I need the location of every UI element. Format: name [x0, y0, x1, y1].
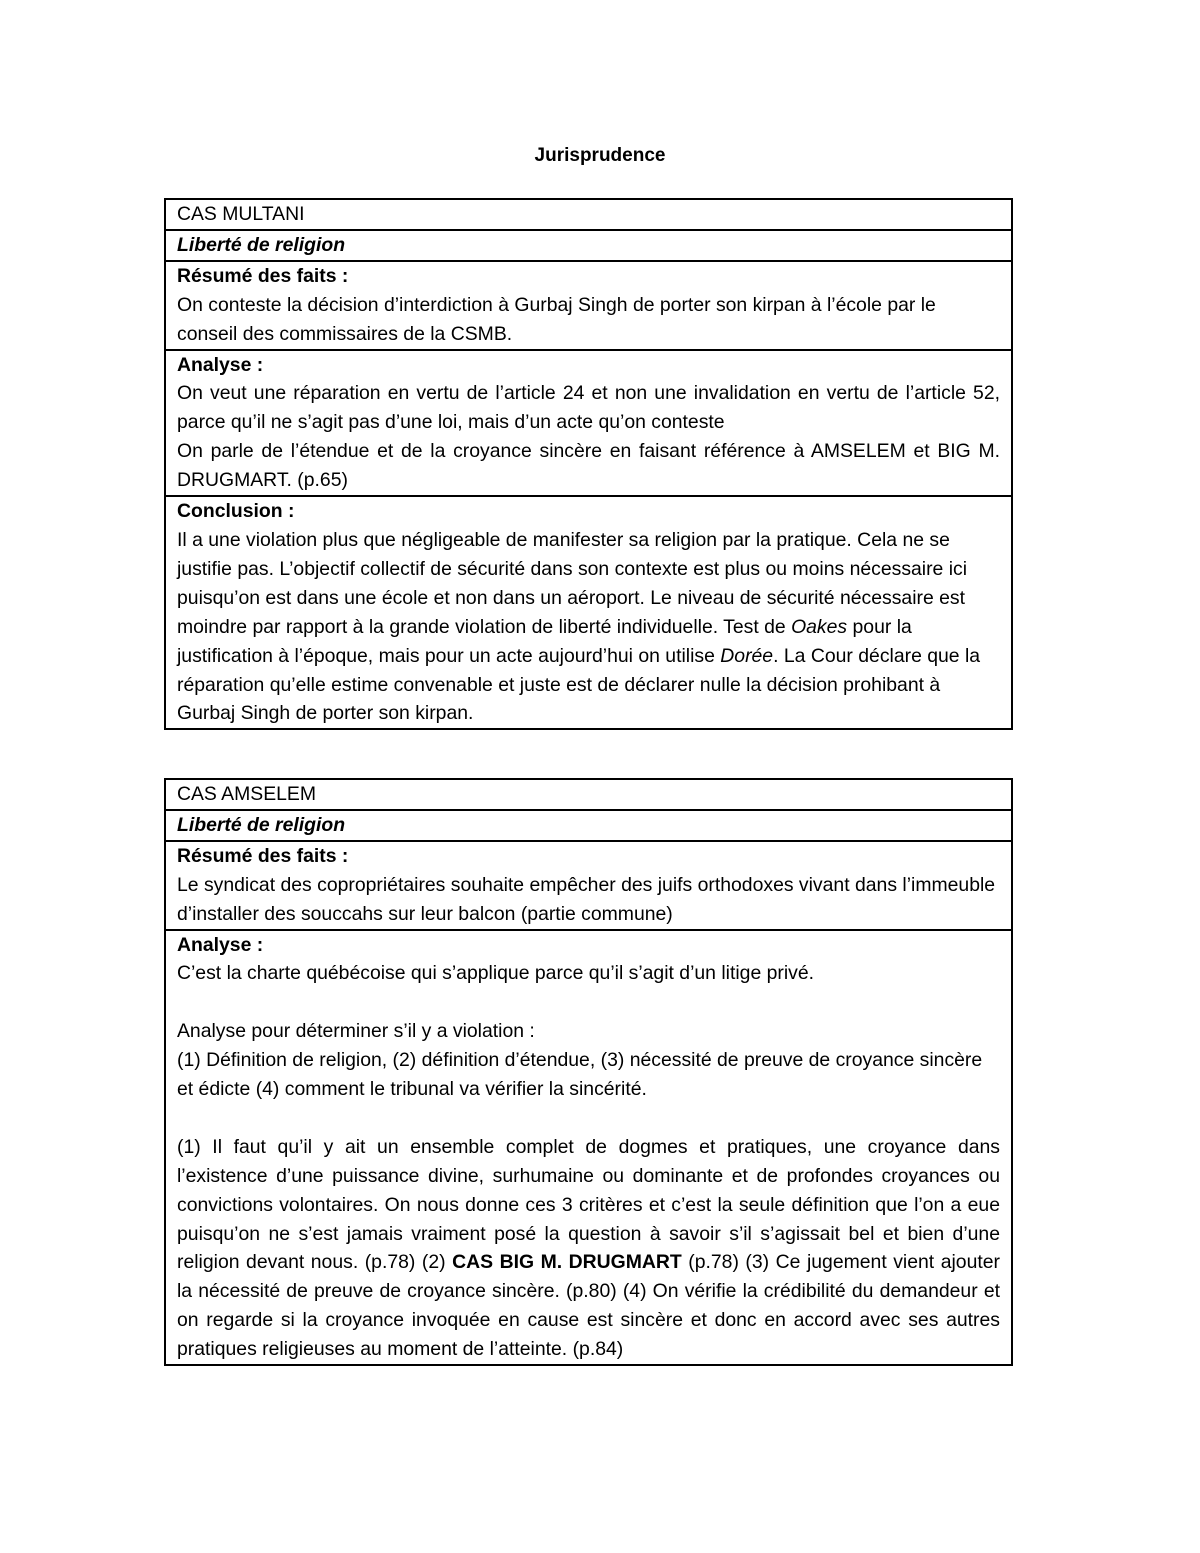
case-name: CAS AMSELEM	[177, 783, 317, 805]
analysis-intro: Analyse pour déterminer s’il y a violation :	[177, 1020, 535, 1043]
case-topic: Liberté de religion	[177, 233, 346, 256]
analysis-paragraph	[177, 1133, 1000, 1364]
conclusion-text-part: pour la justification à l’époque, mais pour un acte aujourd’hui on utilise	[177, 615, 912, 667]
analysis-section	[166, 929, 1011, 1365]
case-table-multani	[164, 198, 1013, 730]
case-reference-oakes: Oakes	[791, 615, 848, 638]
analysis-heading: Analyse :	[177, 933, 264, 956]
conclusion-text-part: Il a une violation plus que négligeable de manifester sa religion par la pratique. Cela ne se justifie pas. L’objectif collectif de sécurité dans son contexte est plus ou moins nécessaire ici puisqu’on est dans une école et non dans un aéroport. Le niveau de sécurité nécessaire est moindre par rapport à la grande violation de liberté individuelle. Test de	[177, 528, 968, 638]
conclusion-text-part: . La Cour déclare que la réparation qu’elle estime convenable et juste est de déclarer nulle la décision prohibant à Gurbaj Singh de porter son kirpan.	[177, 644, 981, 725]
analysis-paragraph: On veut une réparation en vertu de l’article 24 et non une invalidation en vertu de l’article 52, parce qu’il ne s’agit pas d’une loi, mais d’un acte qu’on conteste	[177, 382, 1000, 434]
case-table-amselem	[164, 778, 1013, 1366]
case-topic-row	[166, 809, 1011, 840]
analysis-text-part: (1) Il faut qu’il y ait un ensemble complet de dogmes et pratiques, une croyance dans l’existence d’une puissance divine, surhumaine ou dominante et de profondes croyances ou convictions volontaires. On nous donne ces 3 critères et c’est la seule définition que l’on a eue puisqu’on ne s’est jamais vraiment posé la question à savoir s’il s’agissait bel et bien d’une religion devant nous. (p.78) (2)	[177, 1135, 1000, 1274]
page-title: Jurisprudence	[534, 145, 666, 166]
facts-text: On conteste la décision d’interdiction à Gurbaj Singh de porter son kirpan à l’école par le conseil des commissaires de la CSMB.	[177, 293, 936, 345]
case-reference-big-m: CAS BIG M. DRUGMART	[452, 1251, 682, 1274]
analysis-paragraph: On parle de l’étendue et de la croyance sincère en faisant référence à AMSELEM et BIG M. DRUGMART. (p.65)	[177, 440, 1000, 492]
conclusion-text	[177, 526, 1000, 728]
paragraph-gap	[177, 988, 1000, 1017]
case-reference-doree: Dorée	[720, 644, 774, 667]
facts-heading: Résumé des faits :	[177, 264, 349, 287]
analysis-text-part: (p.78) (3) Ce jugement vient ajouter la nécessité de preuve de croyance sincère. (p.80) (4) On vérifie la crédibilité du demandeur et on regarde si la croyance invoquée en cause est sincère et donc en accord avec ses autres pratiques religieuses au moment de l’atteinte. (p.84)	[177, 1251, 1000, 1361]
analysis-paragraph: C’est la charte québécoise qui s’applique parce qu’il s’agit d’un litige privé.	[177, 962, 815, 985]
conclusion-section	[166, 495, 1011, 728]
case-topic: Liberté de religion	[177, 813, 346, 836]
facts-text: Le syndicat des copropriétaires souhaite empêcher des juifs orthodoxes vivant dans l’immeuble d’installer des souccahs sur leur balcon (partie commune)	[177, 873, 996, 925]
case-topic-row	[166, 229, 1011, 260]
analysis-heading: Analyse :	[177, 353, 264, 376]
paragraph-gap	[177, 1104, 1000, 1133]
facts-section	[166, 840, 1011, 929]
analysis-paragraph: (1) Définition de religion, (2) définition d’étendue, (3) nécessité de preuve de croyance sincère et édicte (4) comment le tribunal va vérifier la sincérité.	[177, 1049, 983, 1101]
facts-section	[166, 260, 1011, 349]
case-name-row	[166, 200, 1011, 229]
case-name: CAS MULTANI	[177, 203, 305, 225]
case-name-row	[166, 780, 1011, 809]
facts-heading: Résumé des faits :	[177, 844, 349, 867]
analysis-section	[166, 349, 1011, 496]
conclusion-heading: Conclusion :	[177, 500, 295, 523]
